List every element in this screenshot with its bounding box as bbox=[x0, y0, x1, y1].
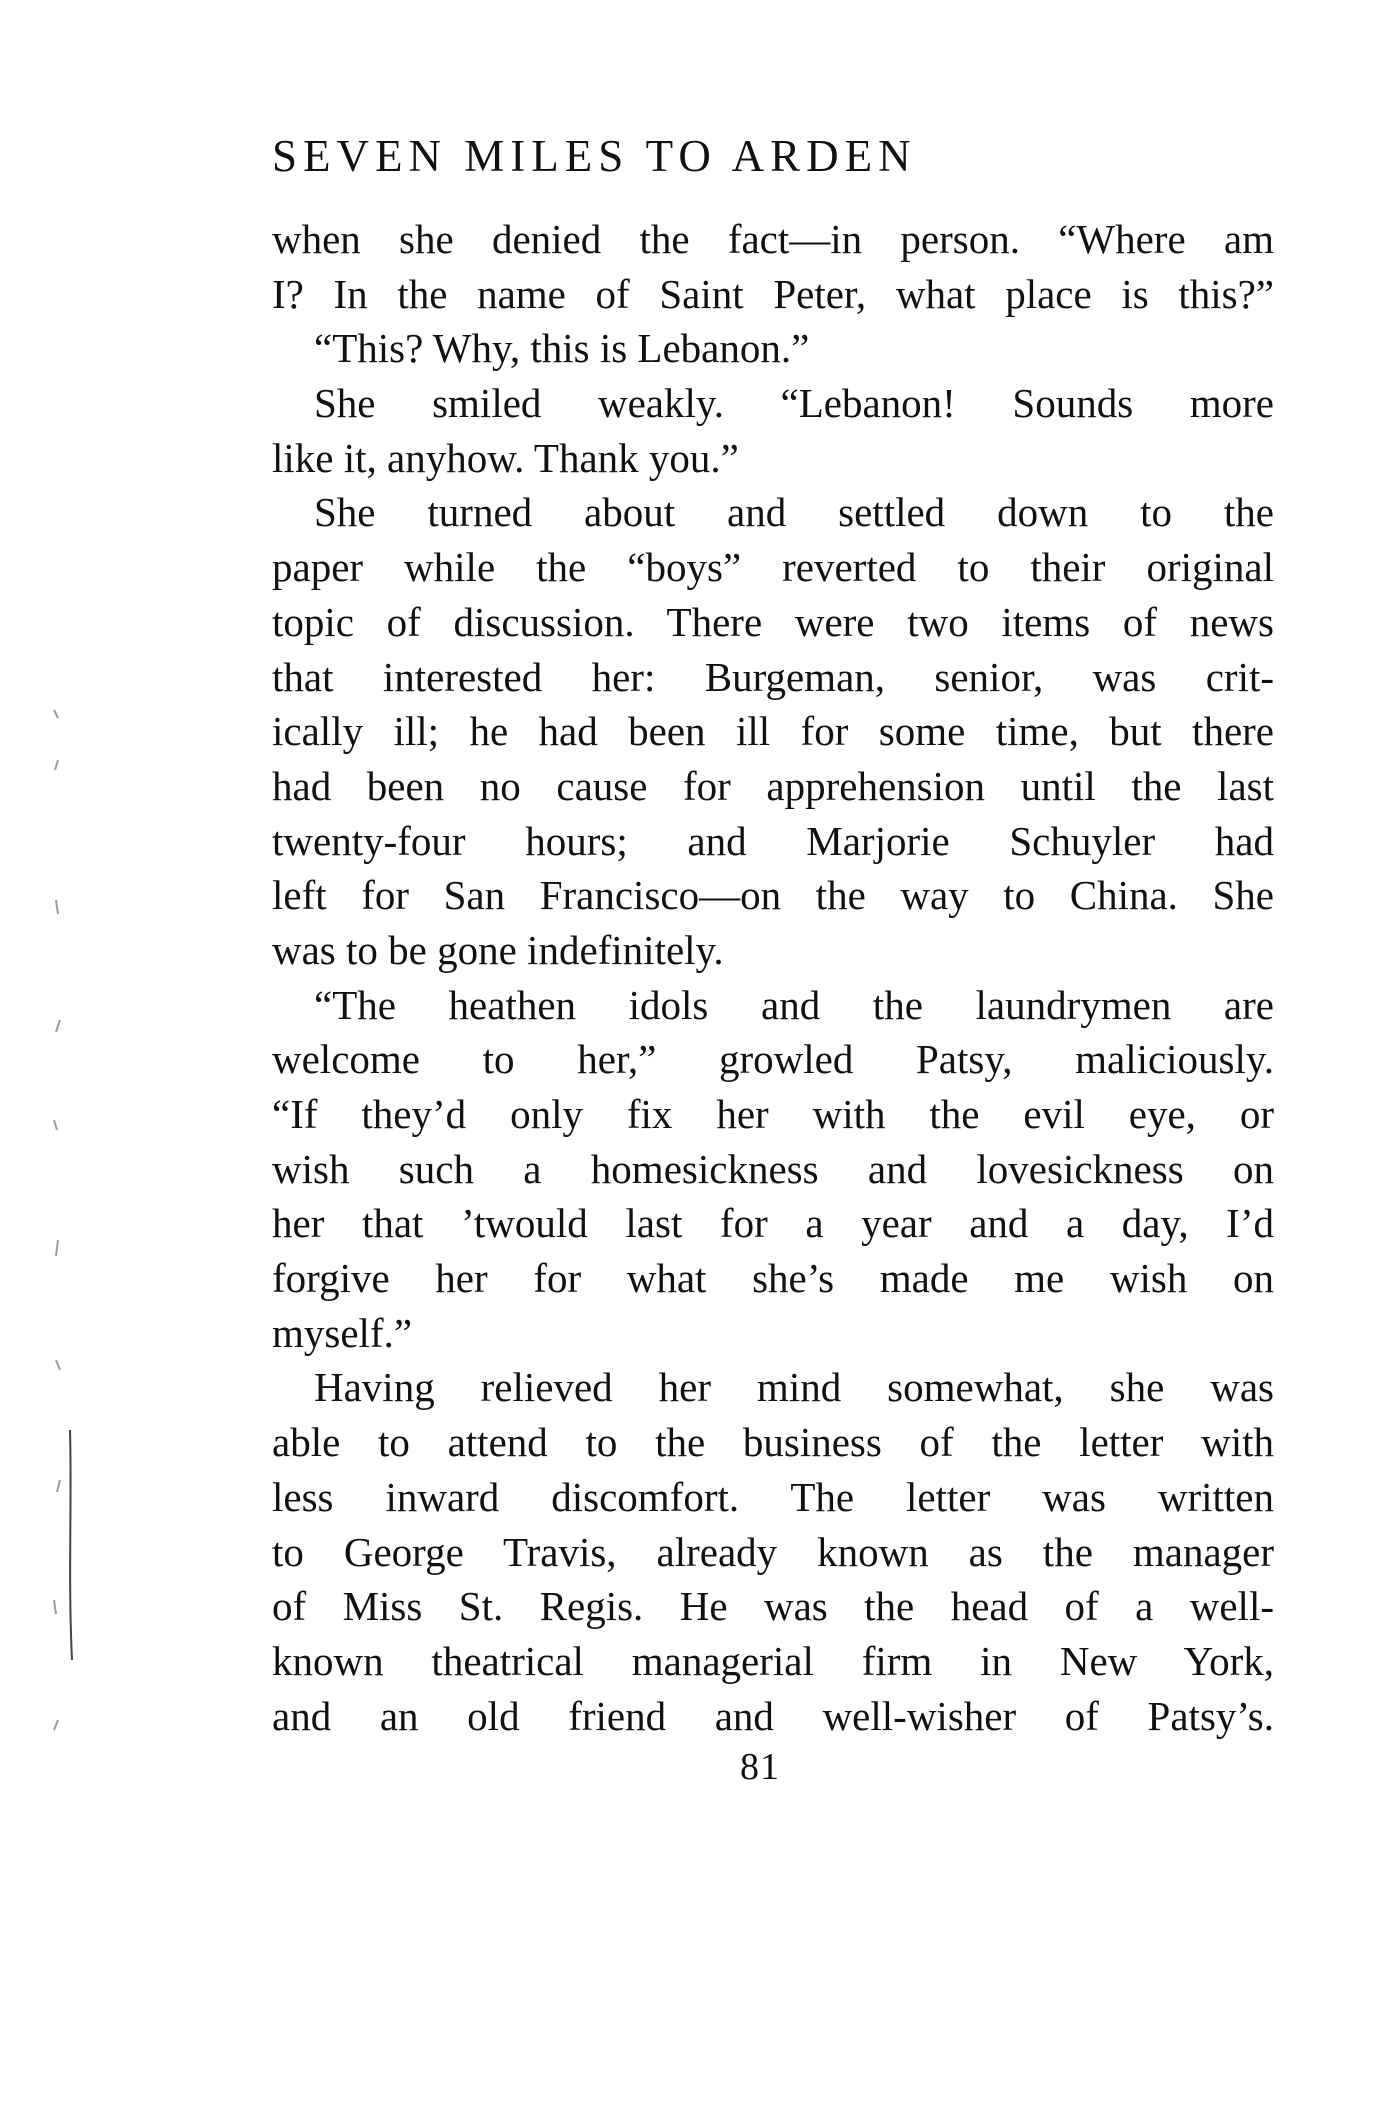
text-line: able to attend to the business of the letter with bbox=[272, 1419, 1274, 1466]
text-line: to George Travis, already known as the manager bbox=[272, 1528, 1274, 1575]
body-text bbox=[272, 212, 1274, 1743]
text-line: and an old friend and well-wisher of Patsy’s. bbox=[272, 1692, 1274, 1739]
text-line: wish such a homesickness and lovesickness on bbox=[272, 1145, 1274, 1192]
text-line: less inward discomfort. The letter was written bbox=[272, 1473, 1274, 1520]
text-line: welcome to her,” growled Patsy, maliciously. bbox=[272, 1036, 1274, 1083]
text-line: like it, anyhow. Thank you.” bbox=[272, 434, 739, 481]
text-line: “This? Why, this is Lebanon.” bbox=[314, 325, 810, 372]
text-line: Having relieved her mind somewhat, she was bbox=[314, 1364, 1274, 1411]
text-line: left for San Francisco—on the way to China. She bbox=[272, 872, 1274, 919]
text-line: that interested her: Burgeman, senior, was crit- bbox=[272, 653, 1274, 700]
text-line: She turned about and settled down to the bbox=[314, 489, 1274, 536]
text-line: ically ill; he had been ill for some time, but there bbox=[272, 708, 1274, 755]
text-line: forgive her for what she’s made me wish on bbox=[272, 1255, 1274, 1302]
text-line: twenty-four hours; and Marjorie Schuyler had bbox=[272, 817, 1274, 864]
text-line: when she denied the fact—in person. “Where am bbox=[272, 216, 1274, 262]
text-line: known theatrical managerial firm in New York, bbox=[272, 1637, 1274, 1684]
text-line: was to be gone indefinitely. bbox=[272, 926, 724, 973]
text-line: topic of discussion. There were two items of news bbox=[272, 598, 1274, 645]
text-line: paper while the “boys” reverted to their original bbox=[272, 544, 1274, 591]
text-line: “The heathen idols and the laundrymen are bbox=[314, 981, 1274, 1028]
text-line: her that ’twould last for a year and a day, I’d bbox=[272, 1200, 1274, 1247]
text-line: “If they’d only fix her with the evil eye, or bbox=[272, 1091, 1274, 1137]
text-line: had been no cause for apprehension until the last bbox=[272, 762, 1274, 809]
text-line: I? In the name of Saint Peter, what place is this?” bbox=[272, 270, 1274, 317]
binding-gutter-marks bbox=[48, 600, 88, 2100]
text-line: of Miss St. Regis. He was the head of a well- bbox=[272, 1583, 1274, 1630]
page-number: 81 bbox=[740, 1746, 780, 1788]
text-line: She smiled weakly. “Lebanon! Sounds more bbox=[314, 380, 1274, 427]
text-line: myself.” bbox=[272, 1309, 413, 1356]
running-head: SEVEN MILES TO ARDEN bbox=[272, 131, 917, 181]
